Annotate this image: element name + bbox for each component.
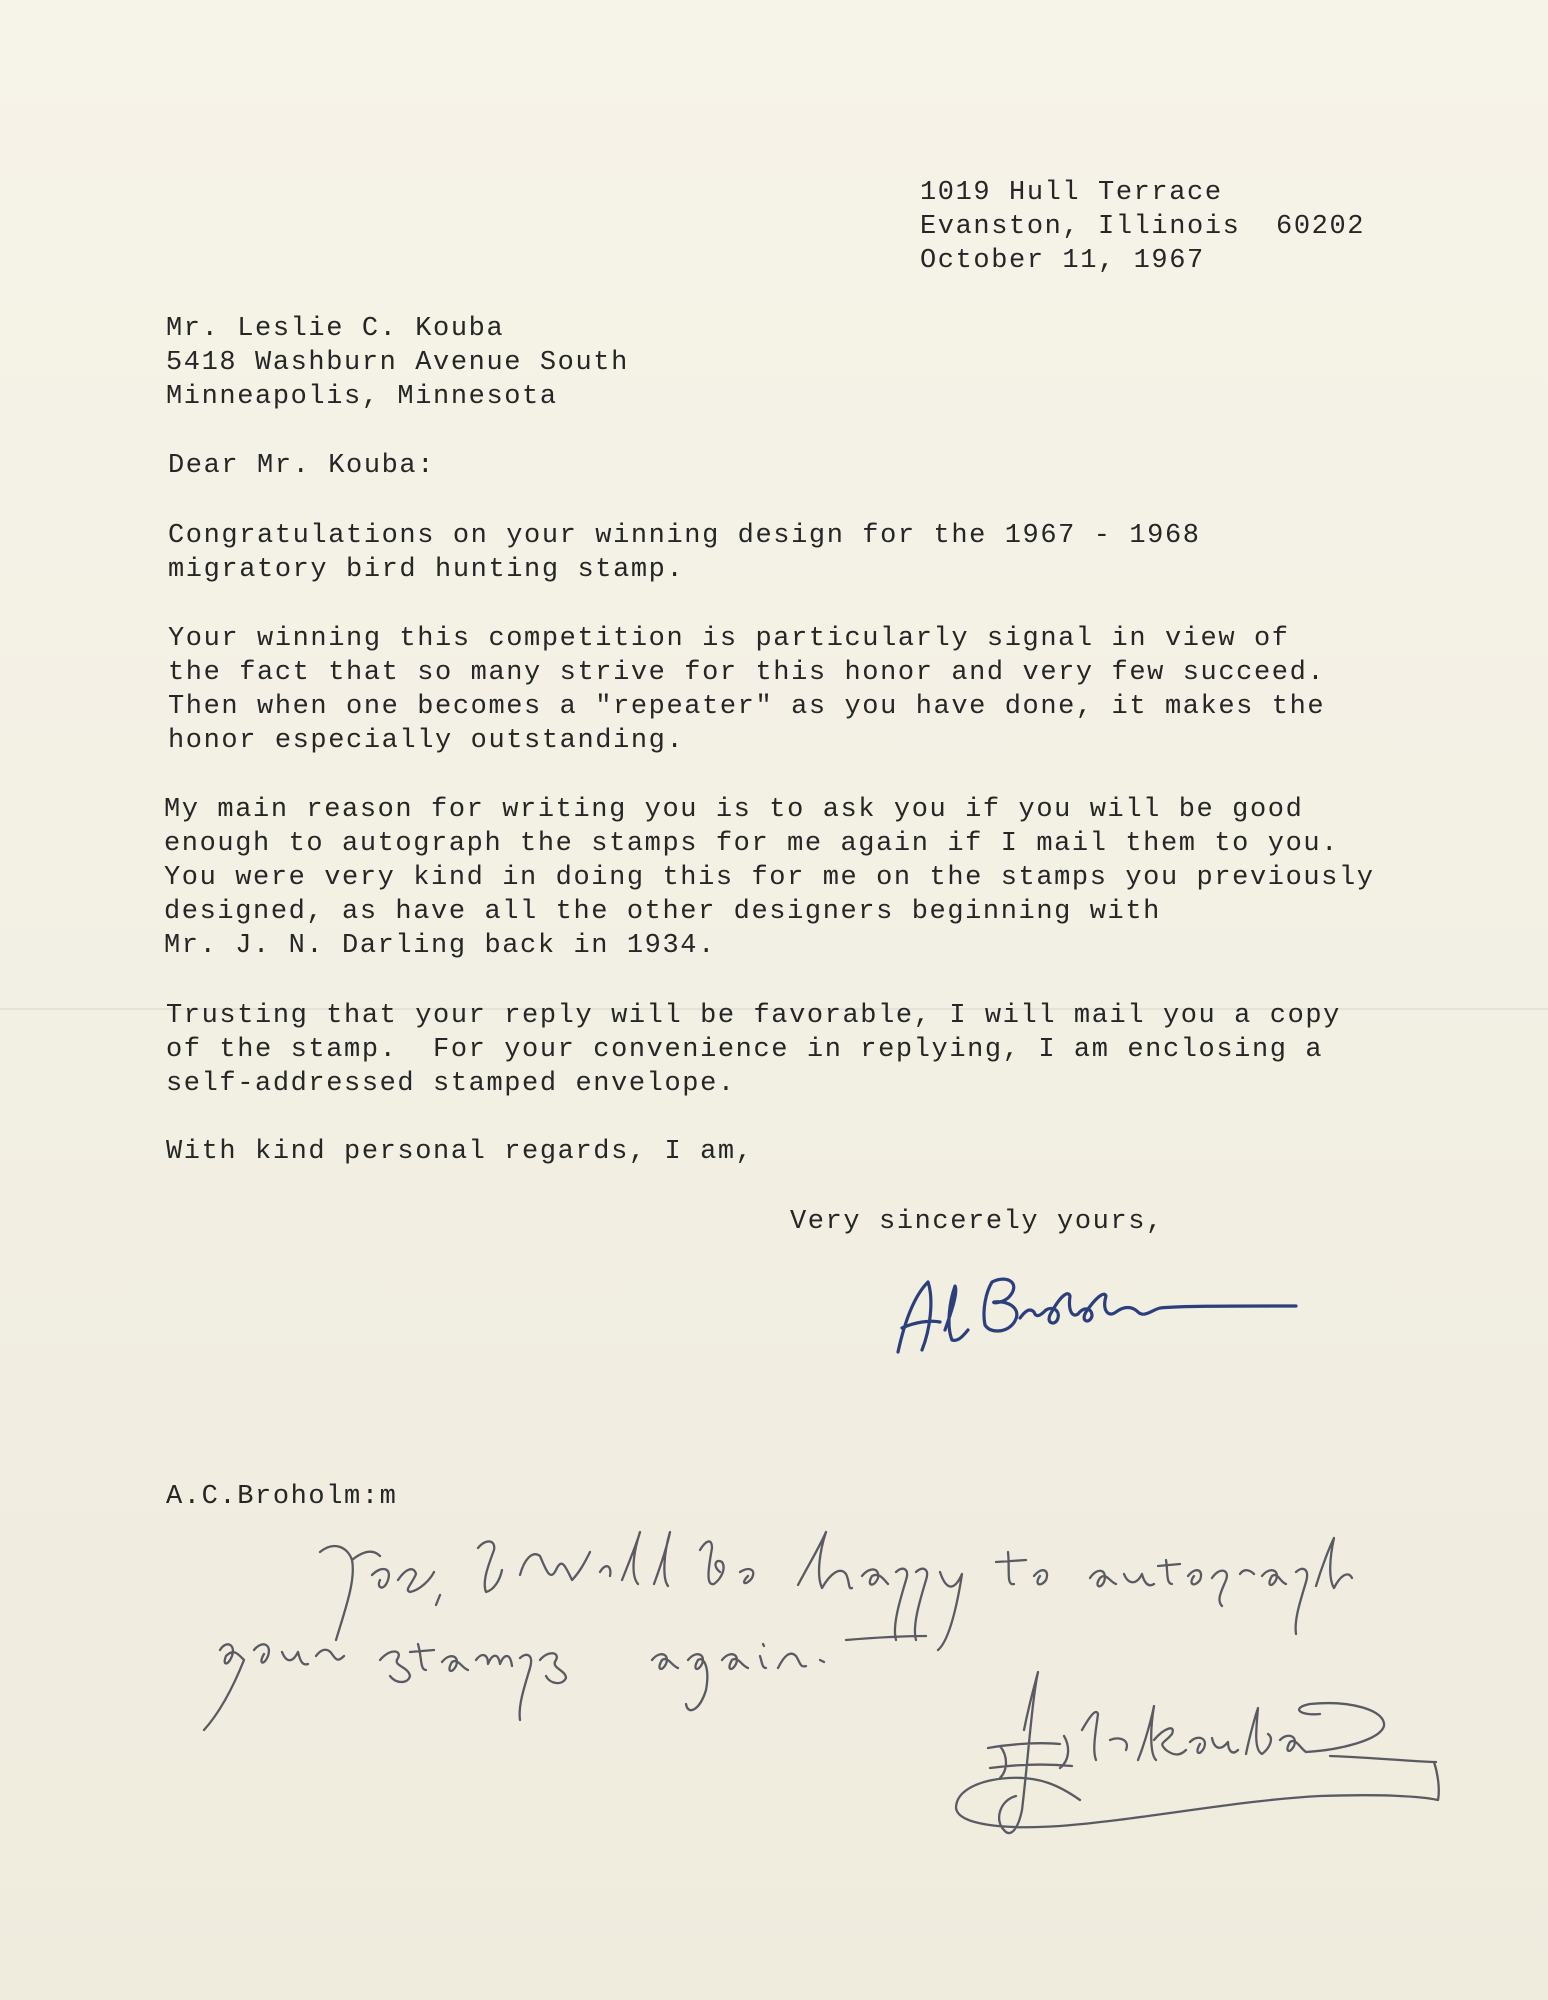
paragraph-line: Then when one becomes a "repeater" as you have done, it makes the	[168, 692, 1326, 722]
paragraph-line: designed, as have all the other designers beginning with	[164, 897, 1161, 927]
closing-line: With kind personal regards, I am,	[166, 1137, 754, 1167]
paragraph-line: My main reason for writing you is to ask you if you will be good	[164, 795, 1304, 825]
sender-city-state-zip: Evanston, Illinois 60202	[920, 212, 1366, 242]
reply-line-2-scribble	[204, 1636, 926, 1730]
recipient-city-state: Minneapolis, Minnesota	[166, 382, 558, 412]
paragraph-line: Mr. J. N. Darling back in 1934.	[164, 931, 716, 961]
paragraph-line: the fact that so many strive for this honor and very few succeed.	[168, 658, 1326, 688]
salutation: Dear Mr. Kouba:	[168, 451, 436, 481]
handwritten-reply	[204, 1532, 1439, 1833]
recipient-name: Mr. Leslie C. Kouba	[166, 314, 505, 344]
paragraph-line: Your winning this competition is particularly signal in view of	[168, 624, 1290, 654]
complimentary-close: Very sincerely yours,	[790, 1207, 1164, 1237]
recipient-street: 5418 Washburn Avenue South	[166, 348, 629, 378]
paragraph-line: enough to autograph the stamps for me again if I mail them to you.	[164, 829, 1339, 859]
paragraph-line: honor especially outstanding.	[168, 726, 685, 756]
paragraph-line: of the stamp. For your convenience in replying, I am enclosing a	[166, 1035, 1324, 1065]
broholm-signature	[898, 1279, 1296, 1352]
letter-date: October 11, 1967	[920, 246, 1205, 276]
paragraph-line: migratory bird hunting stamp.	[168, 555, 685, 585]
paragraph-line: You were very kind in doing this for me on the stamps you previously	[164, 863, 1375, 893]
sender-street: 1019 Hull Terrace	[920, 178, 1223, 208]
paragraph-line: self-addressed stamped envelope.	[166, 1069, 736, 1099]
paragraph-line: Congratulations on your winning design for the 1967 - 1968	[168, 521, 1201, 551]
paragraph-line: Trusting that your reply will be favorable, I will mail you a copy	[166, 1001, 1341, 1031]
reference-initials: A.C.Broholm:m	[166, 1482, 398, 1512]
reply-line-1-scribble	[320, 1532, 1352, 1650]
kouba-signature	[956, 1672, 1439, 1833]
